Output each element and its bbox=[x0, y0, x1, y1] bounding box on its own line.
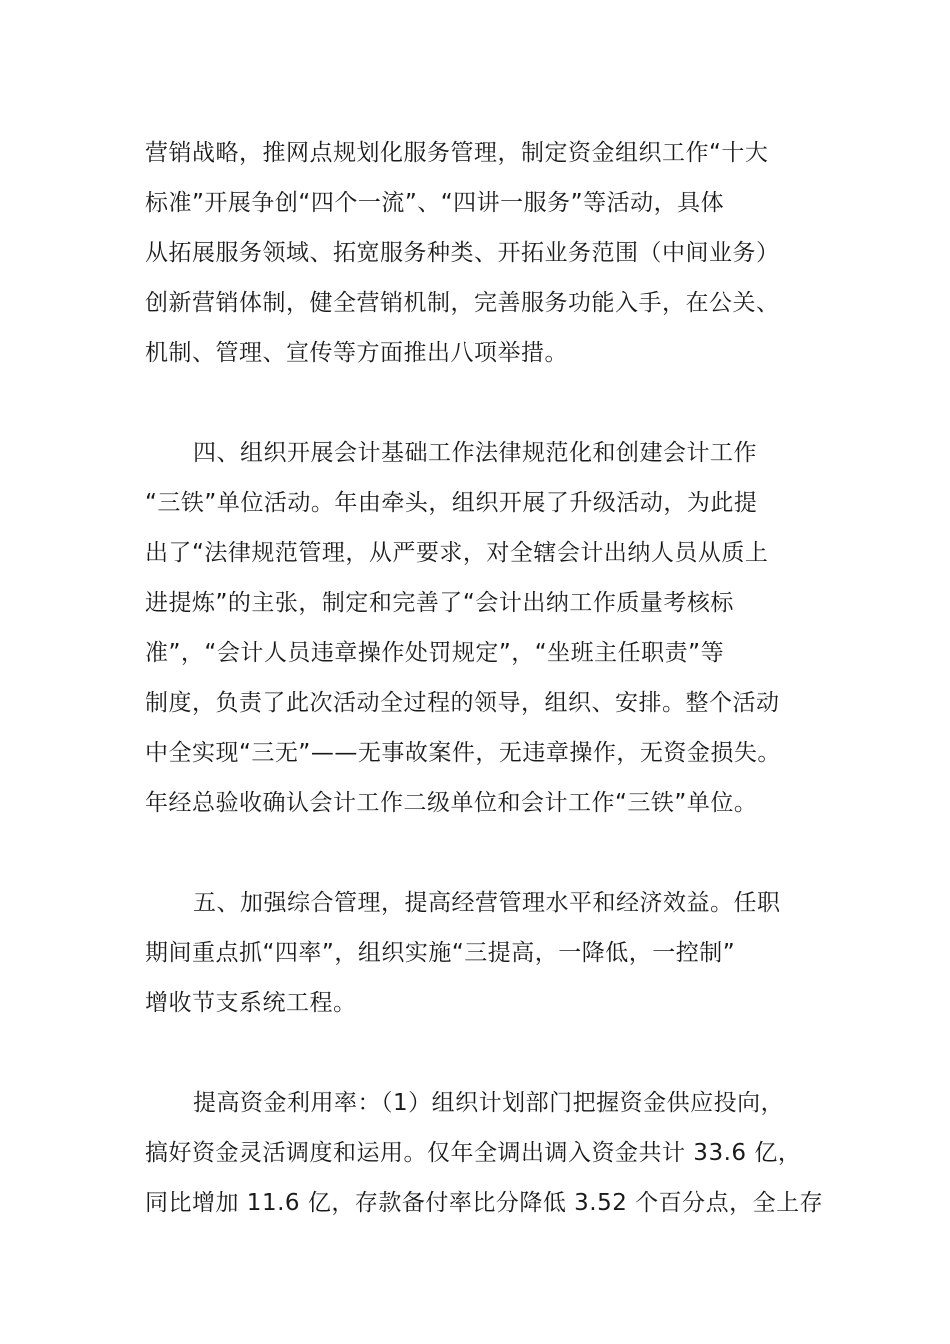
text-line: 提高资金利用率：（1）组织计划部门把握资金供应投向， bbox=[193, 1090, 785, 1116]
text-line: 准”，“会计人员违章操作处罚规定”，“坐班主任职责”等 bbox=[145, 640, 725, 666]
text-line: 机制、管理、宣传等方面推出八项举措。 bbox=[145, 340, 568, 366]
text-line: 制度，负责了此次活动全过程的领导，组织、安排。整个活动 bbox=[145, 690, 780, 716]
paragraph-fund-utilization bbox=[145, 1078, 835, 1228]
text-line: 增收节支系统工程。 bbox=[145, 990, 357, 1016]
text-line: 从拓展服务领域、拓宽服务种类、开拓业务范围（中间业务） bbox=[145, 240, 780, 266]
paragraph-section-five bbox=[145, 878, 835, 1028]
document-body bbox=[145, 128, 835, 1278]
paragraph-marketing-strategy bbox=[145, 128, 835, 378]
text-line: 出了“法律规范管理，从严要求，对全辖会计出纳人员从质上 bbox=[145, 540, 769, 566]
text-line: 年经总验收确认会计工作二级单位和会计工作“三铁”单位。 bbox=[145, 790, 758, 816]
text-line: 标准”开展争创“四个一流”、“四讲一服务”等活动，具体 bbox=[145, 190, 725, 216]
paragraph-section-four bbox=[145, 428, 835, 828]
text-line: 五、加强综合管理，提高经营管理水平和经济效益。任职 bbox=[193, 890, 781, 916]
text-line: 四、组织开展会计基础工作法律规范化和创建会计工作 bbox=[193, 440, 757, 466]
text-line: 中全实现“三无”——无事故案件，无违章操作，无资金损失。 bbox=[145, 740, 781, 766]
text-line: 期间重点抓“四率”，组织实施“三提高，一降低，一控制” bbox=[145, 940, 736, 966]
text-line: 同比增加 11.6 亿，存款备付率比分降低 3.52 个百分点，全上存 bbox=[145, 1190, 824, 1216]
text-line: 营销战略，推网点规划化服务管理，制定资金组织工作“十大 bbox=[145, 140, 769, 166]
text-line: 进提炼”的主张，制定和完善了“会计出纳工作质量考核标 bbox=[145, 590, 734, 616]
text-line: 创新营销体制，健全营销机制，完善服务功能入手，在公关、 bbox=[145, 290, 780, 316]
text-line: 搞好资金灵活调度和运用。仅年全调出调入资金共计 33.6 亿， bbox=[145, 1140, 802, 1166]
text-line: “三铁”单位活动。年由牵头，组织开展了升级活动，为此提 bbox=[145, 490, 758, 516]
